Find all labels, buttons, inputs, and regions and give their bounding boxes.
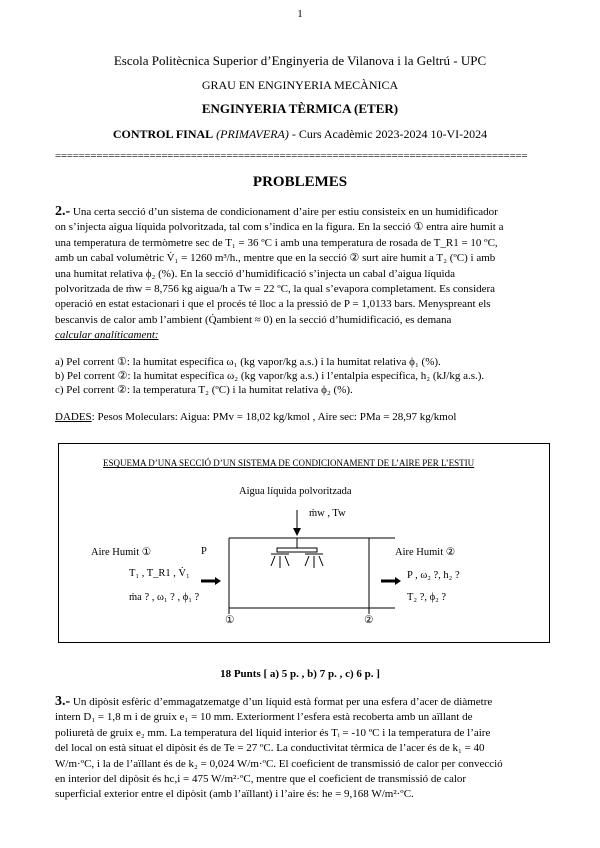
page-number: 1 [297, 8, 303, 20]
exam-rest: - Curs Acadèmic 2023-2024 10-VI-2024 [291, 127, 488, 141]
separator-line: ================================================================================ [55, 150, 528, 162]
p2-line: on s’injecta aigua líquida polvoritzada, tal com s’indica en la figura. En la secció ① entra aire humit a [55, 221, 504, 234]
p3-line: Un dipòsit esfèric d’emmagatzematge d’un líquid està format per una esfera d’acer de diàmetre [72, 696, 493, 708]
diagram-title: ESQUEMA D’UNA SECCIÓ D’UN SISTEMA DE CONDICIONAMENT DE L’AIRE PER L’ESTIU [103, 458, 475, 468]
data-line [55, 411, 456, 423]
p2-line: Una certa secció d’un sistema de condicionament d’aire per estiu consisteix en un humidificador [72, 206, 498, 218]
question-a: a) Pel corrent ①: la humitat específica ω₁ (kg vapor/kg a.s.) i la humitat relativa ϕ₁ (%). [55, 356, 441, 368]
section-2-marker: ② [364, 615, 374, 626]
outlet-label: Aire Humit ② [395, 547, 456, 558]
inlet-knowns: T₁ , T_R1 , V̇₁ [129, 568, 190, 579]
p2-line: amb un cabal volumètric V̇₁ = 1260 m³/h., mentre que en la secció ② surt aire humit a T₂ (ºC) i amb [55, 252, 496, 265]
outlet-unknowns-1: P , ω₂ ?, h₂ ? [407, 570, 460, 581]
question-c: c) Pel corrent ②: la temperatura T₂ (ºC) i la humitat relativa ϕ₂ (%). [55, 384, 353, 396]
p3-line: intern D₁ = 1,8 m i de gruix e₁ = 10 mm. Exteriorment l’esfera està recoberta amb un aïllant de [55, 711, 473, 724]
p2-line: operació en estat estacionari i que el procés té lloc a la pressió de P = 1,0133 bars. Menyspreant els [55, 298, 491, 311]
data-text: : Pesos Moleculars: Aigua: PMv = 18,02 kg/kmol , Aire sec: PMa = 28,97 kg/kmol [91, 411, 457, 423]
degree-name: GRAU EN ENGINYERIA MECÀNICA [201, 78, 399, 92]
p2-line: polvoritzada de ṁw = 8,756 kg aigua/h a Tw = 22 ºC, la qual s’evapora completament. Es considera [55, 283, 496, 296]
water-arrow-head [293, 528, 301, 536]
water-label: Aigua líquida polvoritzada [239, 486, 352, 497]
nozzle-bar [277, 548, 317, 552]
duct-drawing [59, 444, 549, 642]
exam-line [0, 127, 600, 142]
pressure-label: P [201, 546, 207, 557]
problem2-points: 18 Punts [ a) 5 p. , b) 7 p. , c) 6 p. ] [220, 668, 380, 680]
p2-line: bescanvis de calor amb l’ambient (Q̇ambient ≈ 0) en la secció d’humidificació, es demana [55, 313, 452, 326]
question-b: b) Pel corrent ②: la humitat específica ω₂ (kg vapor/kg a.s.) i l’entalpia específica, h₂ (kJ/kg a.s.). [55, 370, 485, 382]
problem3-number: 3.- [55, 694, 71, 709]
schematic-diagram [58, 443, 550, 643]
section-title: PROBLEMES [252, 174, 348, 190]
problem2-number: 2.- [55, 204, 71, 219]
p3-line: superficial exterior entre el dipòsit (amb l’aïllant) i l’aire és: he = 9,168 W/m²·ºC. [55, 788, 414, 801]
p3-line: en interior del dipòsit és hc,i = 475 W/m²·ºC, mentre que el coeficient de transmissió de calor [55, 773, 467, 786]
p3-line: poliuretà de gruix e₂ mm. La temperatura del líquid interior és Tᵢ = -10 ºC i la temperatura de l’aire [55, 726, 491, 739]
p3-line: del local on està situat el dipòsit és de Te = 27 ºC. La conductivitat tèrmica de l’acer és de k₁ = 40 [55, 742, 485, 755]
p2-line: calcular analíticament: [55, 329, 159, 342]
inlet-unknowns: ṁa ? , ω₁ ? , ϕ₁ ? [129, 592, 200, 603]
outlet-unknowns-2: T₂ ?, ϕ₂ ? [407, 592, 447, 603]
problem3-statement [55, 694, 550, 803]
water-vars: ṁw , Tw [309, 508, 346, 519]
exam-term: (PRIMAVERA) [216, 127, 289, 141]
exam-label: CONTROL FINAL [112, 127, 214, 141]
p2-line: una humitat relativa ϕ₂ (%). En la secció d’humidificació s’injecta un cabal d’aigua líquida [55, 267, 455, 280]
p3-line: W/m·ºC, i la de l’aïllant és de k₂ = 0,024 W/m·ºC. El coeficient de transmissió de calor per convecció [55, 757, 503, 770]
p2-line: una temperatura de termòmetre sec de T₁ = 36 ºC i amb una temperatura de rosada de T_R1 = 10 ºC, [55, 236, 498, 249]
problem2-questions [55, 355, 555, 397]
section-1-marker: ① [225, 615, 235, 626]
course-title: ENGINYERIA TÈRMICA (ETER) [201, 101, 399, 116]
data-label: DADES [55, 411, 92, 423]
school-name: Escola Politècnica Superior d’Enginyeria de Vilanova i la Geltrú - UPC [113, 53, 487, 68]
problem2-statement [55, 204, 550, 344]
inlet-label: Aire Humit ① [91, 547, 152, 558]
